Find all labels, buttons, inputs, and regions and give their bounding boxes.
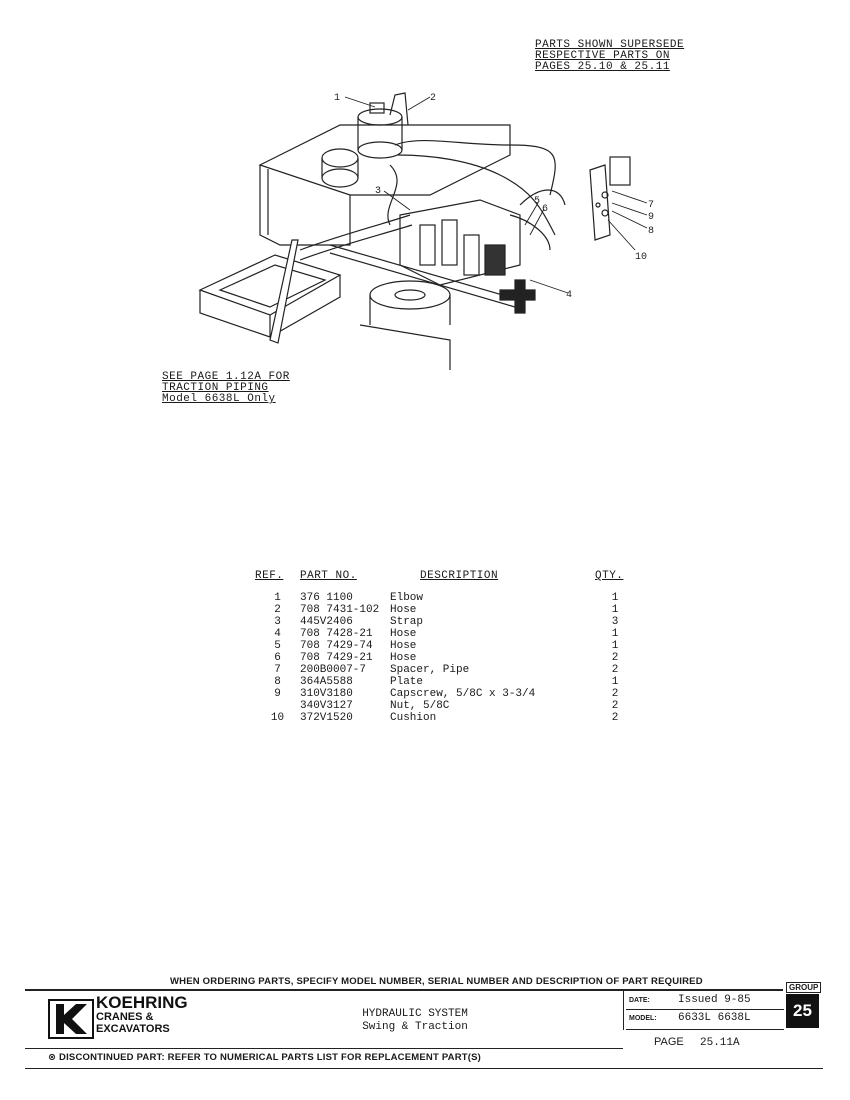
cell-qty: 3 [611, 616, 619, 628]
page-value: 25.11A [700, 1037, 740, 1049]
callout-label: 3 [375, 186, 382, 197]
cell-part-no: 708 7429-74 [300, 640, 373, 652]
footer-bottom-rule [25, 1048, 623, 1049]
cell-qty: 1 [611, 676, 619, 688]
see-page-note-line: SEE PAGE 1.12A FOR [162, 371, 290, 383]
see-page-note-line: Model 6638L Only [162, 393, 276, 405]
k-logo-icon [50, 1001, 92, 1037]
cell-description: Hose [390, 604, 417, 616]
brand-name [96, 994, 188, 1035]
cell-description: Spacer, Pipe [390, 664, 470, 676]
cell-ref: 10 [270, 712, 285, 724]
footer-divider [623, 990, 624, 1030]
callout-label: 7 [648, 200, 655, 211]
callout-label: 9 [648, 212, 655, 223]
model-label: MODEL: [629, 1015, 657, 1022]
model-rule [626, 1029, 784, 1030]
title-line-2: Swing & Traction [362, 1021, 468, 1033]
cell-part-no: 708 7429-21 [300, 652, 373, 664]
cell-ref: 1 [274, 592, 281, 604]
callout-label: 2 [430, 93, 437, 104]
platform [200, 255, 340, 315]
cell-qty: 1 [611, 640, 619, 652]
cell-description: Plate [390, 676, 424, 688]
table-row [255, 592, 635, 604]
cell-part-no: 708 7431-102 [300, 604, 380, 616]
table-row [255, 640, 635, 652]
header-part-no: PART NO. [300, 570, 357, 582]
cell-ref: 4 [274, 628, 281, 640]
cell-description: Elbow [390, 592, 424, 604]
supersede-note-line: PAGES 25.10 & 25.11 [535, 61, 670, 73]
cell-part-no: 708 7428-21 [300, 628, 373, 640]
brand-line-1: KOEHRING [96, 993, 188, 1012]
cell-ref: 7 [274, 664, 281, 676]
cell-part-no: 445V2406 [300, 616, 353, 628]
cell-qty: 1 [611, 628, 619, 640]
date-value: Issued 9-85 [678, 994, 751, 1006]
callout-label: 1 [334, 93, 341, 104]
table-row [255, 676, 635, 688]
table-row [255, 652, 635, 664]
see-page-note-line: TRACTION PIPING [162, 382, 269, 394]
cell-description: Strap [390, 616, 424, 628]
cell-part-no: 364A5588 [300, 676, 353, 688]
cell-qty: 2 [611, 652, 619, 664]
footer-top-rule [25, 989, 783, 991]
group-label: GROUP [786, 982, 821, 993]
cell-qty: 2 [611, 688, 619, 700]
cell-qty: 2 [611, 664, 619, 676]
koehring-logo [48, 999, 94, 1039]
table-row [255, 688, 635, 700]
supersede-note-line: PARTS SHOWN SUPERSEDE [535, 39, 685, 51]
cell-ref: 3 [274, 616, 281, 628]
tank-outline [260, 125, 510, 195]
model-value: 6633L 6638L [678, 1012, 751, 1024]
tank-side [260, 165, 350, 245]
cell-qty: 1 [611, 592, 619, 604]
header-ref: REF. [255, 570, 284, 582]
cell-part-no: 376 1100 [300, 592, 353, 604]
parts-table [255, 570, 635, 724]
callout-label: 4 [566, 290, 573, 301]
supersede-note [535, 40, 684, 73]
supersede-note-line: RESPECTIVE PARTS ON [535, 50, 670, 62]
header-qty: QTY. [595, 570, 624, 582]
title-line-1: HYDRAULIC SYSTEM [362, 1008, 468, 1020]
footer-base-rule [25, 1068, 823, 1069]
header-description: DESCRIPTION [420, 570, 499, 582]
parts-table-body [255, 592, 635, 724]
cell-qty: 2 [611, 712, 619, 724]
cell-ref: 5 [274, 640, 281, 652]
cell-ref: 8 [274, 676, 281, 688]
hydraulic-diagram [180, 85, 700, 385]
table-header-row [255, 570, 635, 592]
brand-line-2: CRANES & [96, 1011, 154, 1023]
table-row [255, 664, 635, 676]
callout-label: 8 [648, 226, 655, 237]
table-row [255, 616, 635, 628]
cell-description: Hose [390, 652, 417, 664]
table-row [255, 604, 635, 616]
cell-ref: 2 [274, 604, 281, 616]
group-number: 25 [786, 994, 819, 1028]
ordering-instructions: WHEN ORDERING PARTS, SPECIFY MODEL NUMBER, SERIAL NUMBER AND DESCRIPTION OF PART REQUIRED [170, 976, 703, 987]
callout-label: 5 [534, 196, 541, 207]
cell-description: Cushion [390, 712, 437, 724]
discontinued-note [48, 1052, 481, 1063]
callout-label: 10 [635, 252, 648, 263]
cell-ref: 6 [274, 652, 281, 664]
side-plate [590, 165, 610, 240]
see-page-note [162, 372, 290, 405]
cell-part-no: 310V3180 [300, 688, 353, 700]
cell-ref [255, 700, 300, 712]
cell-part-no: 372V1520 [300, 712, 353, 724]
table-row [255, 712, 635, 724]
discontinued-text: DISCONTINUED PART: REFER TO NUMERICAL PARTS LIST FOR REPLACEMENT PART(S) [59, 1052, 482, 1063]
cell-part-no: 340V3127 [300, 700, 353, 712]
table-row [255, 700, 635, 712]
cell-description: Hose [390, 640, 417, 652]
callout-label: 6 [542, 204, 549, 215]
cell-part-no: 200B0007-7 [300, 664, 367, 676]
cell-description: Hose [390, 628, 417, 640]
page-label: PAGE [654, 1036, 684, 1048]
cell-qty: 1 [611, 604, 619, 616]
date-rule [626, 1009, 784, 1010]
cell-ref: 9 [274, 688, 281, 700]
cell-description: Nut, 5/8C [390, 700, 450, 712]
table-row [255, 628, 635, 640]
date-label: DATE: [629, 997, 650, 1004]
brand-line-3: EXCAVATORS [96, 1023, 170, 1035]
discontinued-icon: ⊗ [48, 1052, 57, 1063]
cell-qty: 2 [611, 700, 619, 712]
cell-description: Capscrew, 5/8C x 3-3/4 [390, 688, 536, 700]
